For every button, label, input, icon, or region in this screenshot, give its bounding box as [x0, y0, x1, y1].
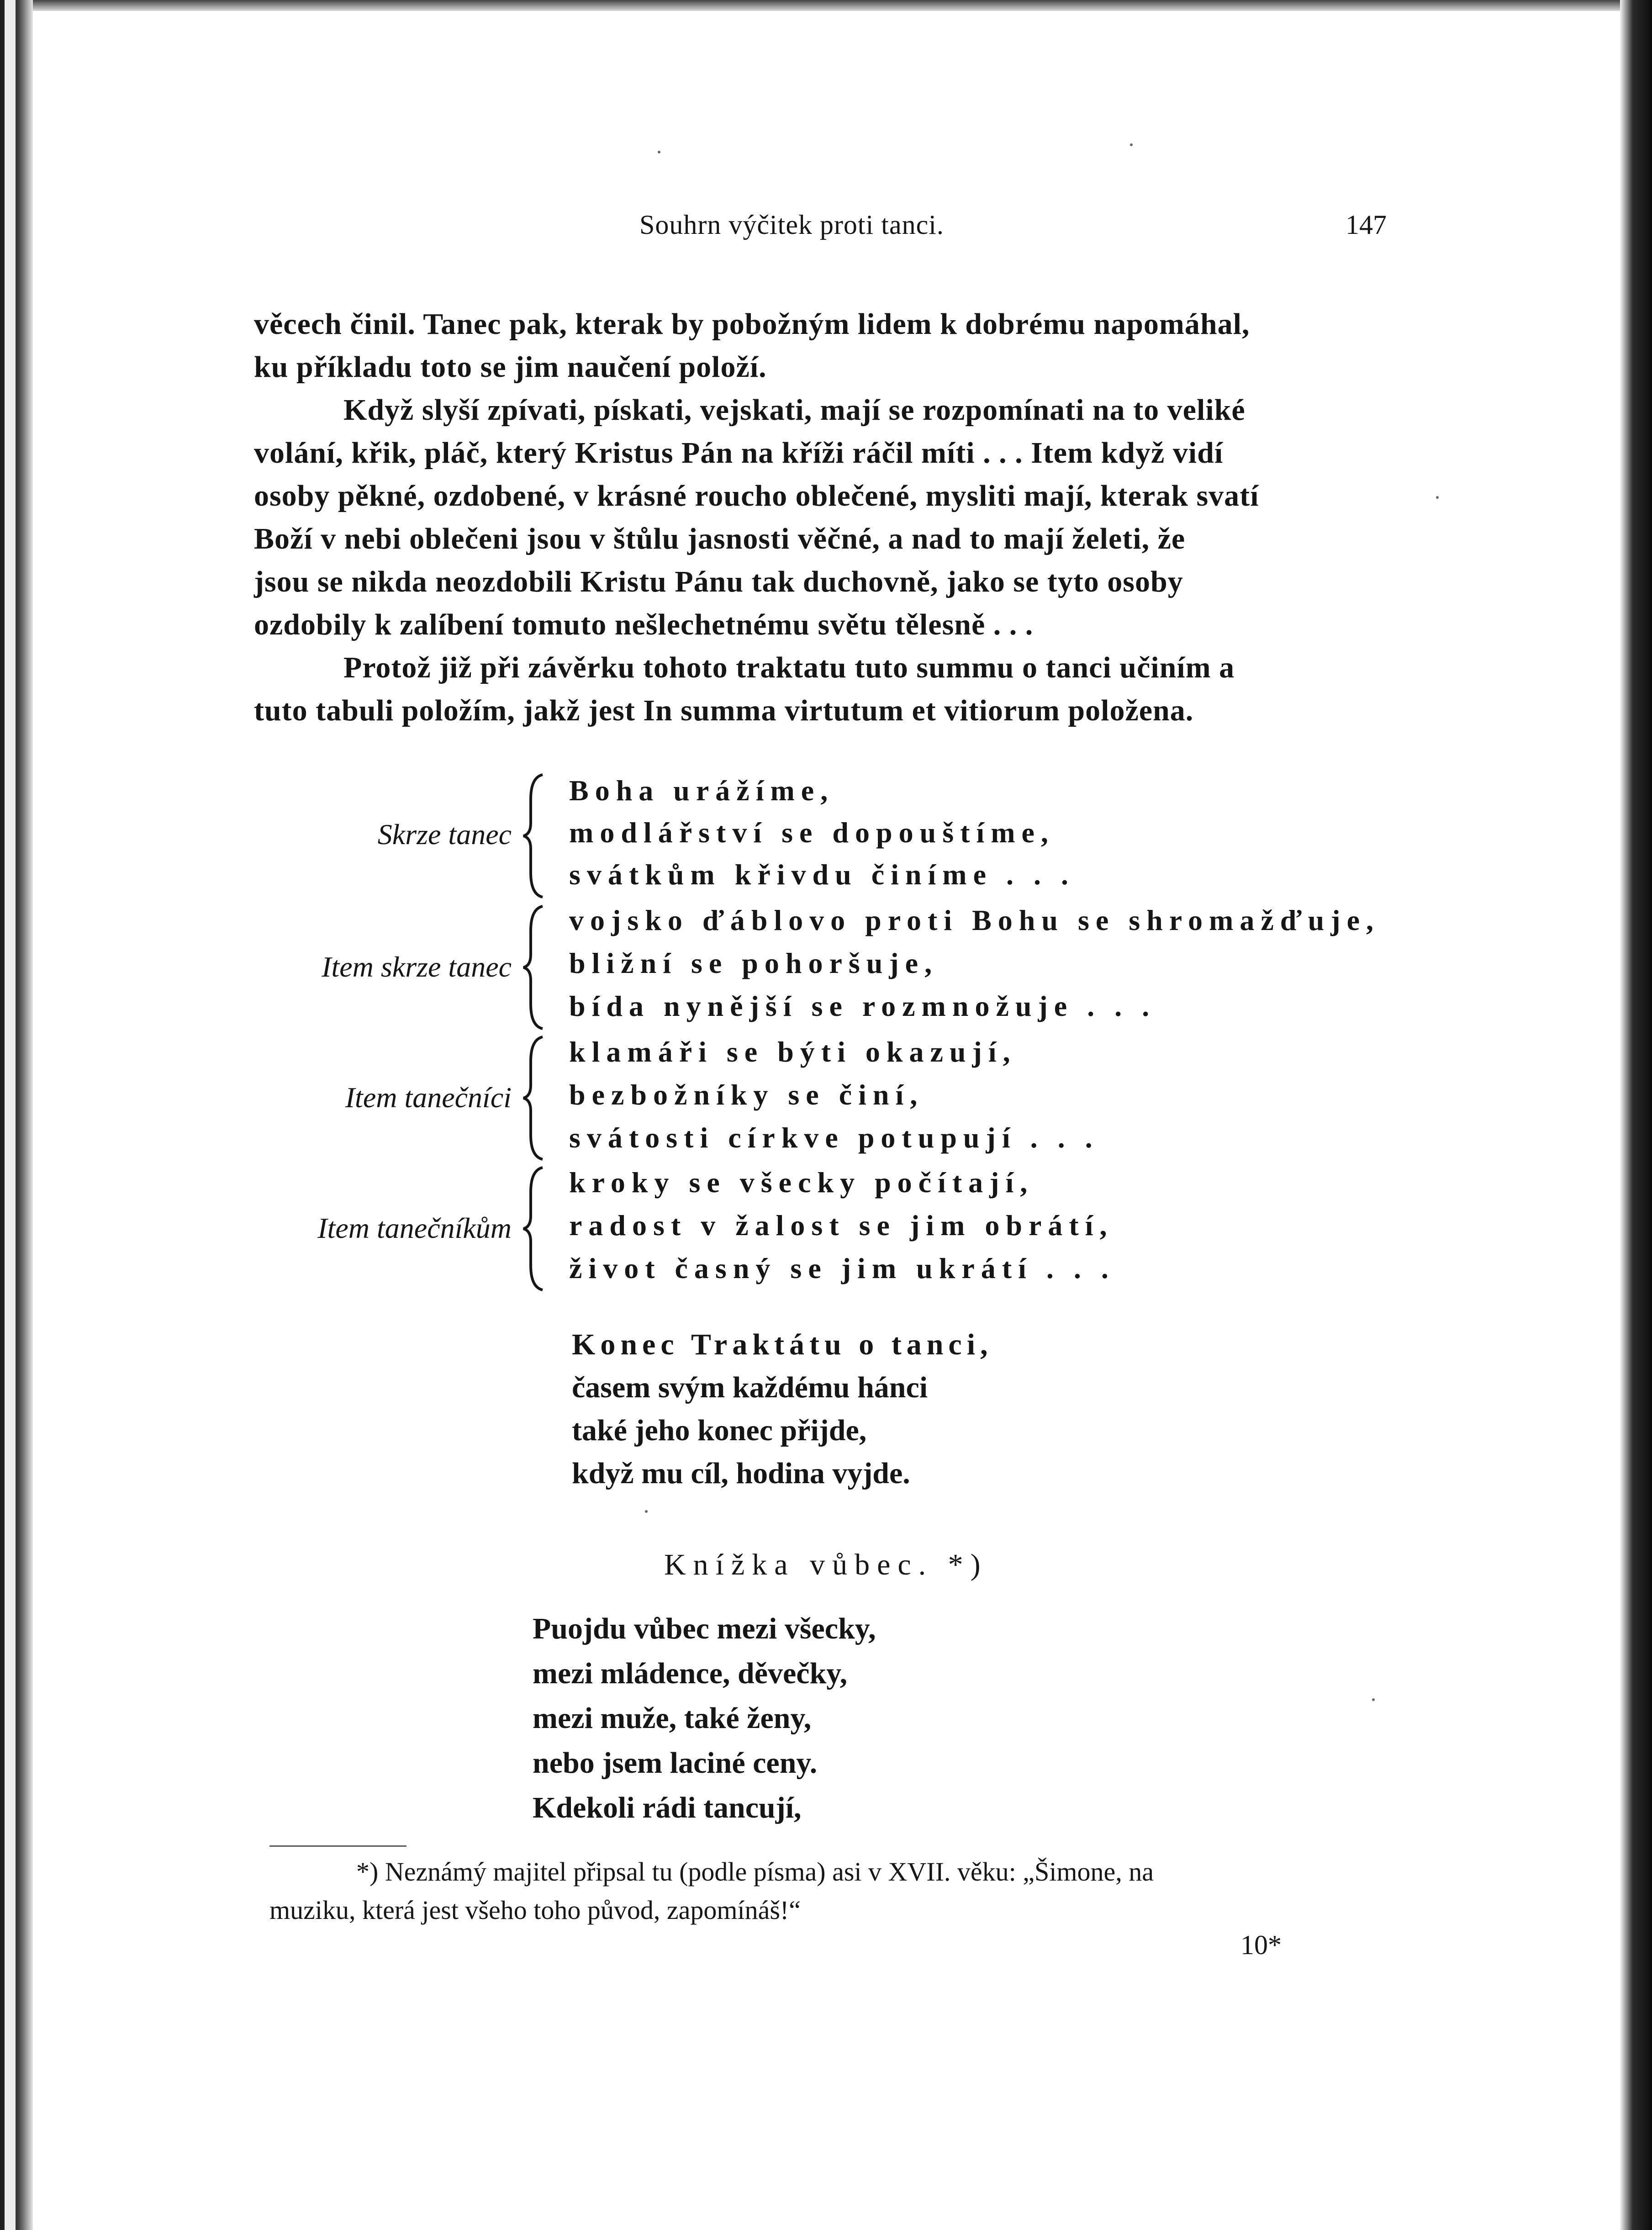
schema-2-line-1: vojsko ďáblovo proti Bohu se shromažďuje,: [569, 904, 1380, 936]
schema-4-line-2: radost v žalost se jim obrátí,: [569, 1209, 1114, 1242]
scan-speck: [1372, 1698, 1375, 1701]
paragraph-3-line-2: tuto tabuli položím, jakž jest In summa virtutum et vitiorum položena.: [254, 694, 1194, 727]
footnote-line-1: *) Neznámý majitel připsal tu (podle písma) asi v XVII. věku: „Šimone, na: [356, 1857, 1154, 1887]
curly-brace-icon: [521, 1034, 548, 1162]
schema-label-3: Item tanečníci: [345, 1081, 512, 1114]
paragraph-2-line-4: Boží v nebi oblečeni jsou v štůlu jasnosti věčné, a nad to mají želeti, že: [254, 522, 1186, 555]
schema-1-line-3: svátkům křivdu činíme . . .: [569, 858, 1075, 891]
scan-speck: [1436, 496, 1439, 499]
curly-brace-icon: [521, 772, 548, 900]
paragraph-2-line-2: volání, křik, pláč, který Kristus Pán na kříži ráčil míti . . . Item když vidí: [254, 436, 1224, 470]
curly-brace-icon: [521, 904, 548, 1031]
paragraph-2-line-5: jsou se nikda neozdobili Kristu Pánu tak duchovně, jako se tyto osoby: [254, 565, 1183, 598]
paragraph-2-line-6: ozdobily k zalíbení tomuto nešlechetnému světu tělesně . . .: [254, 608, 1034, 641]
schema-3-line-1: klamáři se býti okazují,: [569, 1036, 1017, 1068]
scan-speck: [658, 151, 660, 153]
paragraph-3-line-1: Protož již při závěrku tohoto traktatu tuto summu o tanci učiním a: [343, 651, 1235, 684]
schema-label-1: Skrze tanec: [377, 818, 512, 851]
footnote-rule: [269, 1845, 406, 1847]
schema-1-line-1: Boha urážíme,: [569, 774, 834, 807]
schema-2-line-2: bližní se pohoršuje,: [569, 947, 939, 979]
scan-speck: [1130, 143, 1133, 146]
section-subheading: Knížka vůbec. *): [664, 1548, 988, 1581]
signature-mark: 10*: [1240, 1930, 1282, 1960]
poem-line-4: nebo jsem laciné ceny.: [533, 1746, 818, 1780]
paragraph-1-line-2: ku příkladu toto se jim naučení položí.: [254, 350, 767, 384]
schema-1-line-2: modlářství se dopouštíme,: [569, 816, 1055, 849]
schema-4-line-3: život časný se jim ukrátí . . .: [569, 1252, 1115, 1284]
schema-3-line-3: svátosti církve potupují . . .: [569, 1121, 1099, 1154]
paragraph-1-line-1: věcech činil. Tanec pak, kterak by pobožným lidem k dobrému napomáhal,: [254, 307, 1250, 341]
scan-speck: [645, 1510, 648, 1513]
schema-label-4: Item tanečníkům: [317, 1212, 512, 1244]
closing-verse-line-1: Konec Traktátu o tanci,: [572, 1328, 993, 1361]
schema-4-line-1: kroky se všecky počítají,: [569, 1166, 1034, 1199]
running-head: Souhrn výčitek proti tanci.: [639, 210, 944, 240]
paragraph-2-line-3: osoby pěkné, ozdobené, v krásné roucho oblečené, mysliti mají, kterak svatí: [254, 479, 1259, 513]
footnote-line-2: muziku, která jest všeho toho původ, zapomínáš!“: [269, 1895, 801, 1925]
schema-label-2: Item skrze tanec: [322, 951, 512, 983]
paragraph-2-line-1: Když slyší zpívati, pískati, vejskati, mají se rozpomínati na to veliké: [343, 393, 1246, 427]
poem-line-5: Kdekoli rádi tancují,: [533, 1791, 802, 1824]
closing-verse-line-4: když mu cíl, hodina vyjde.: [572, 1457, 910, 1490]
poem-line-3: mezi muže, také ženy,: [533, 1702, 812, 1735]
poem-line-1: Puojdu vůbec mezi všecky,: [533, 1612, 876, 1645]
closing-verse-line-3: také jeho konec přijde,: [572, 1414, 867, 1447]
closing-verse-line-2: časem svým každému hánci: [572, 1371, 928, 1404]
curly-brace-icon: [521, 1165, 548, 1293]
page-number: 147: [1346, 210, 1387, 240]
schema-3-line-2: bezbožníky se činí,: [569, 1078, 924, 1111]
schema-2-line-3: bída nynější se rozmnožuje . . .: [569, 990, 1156, 1022]
poem-line-2: mezi mládence, děvečky,: [533, 1657, 848, 1690]
